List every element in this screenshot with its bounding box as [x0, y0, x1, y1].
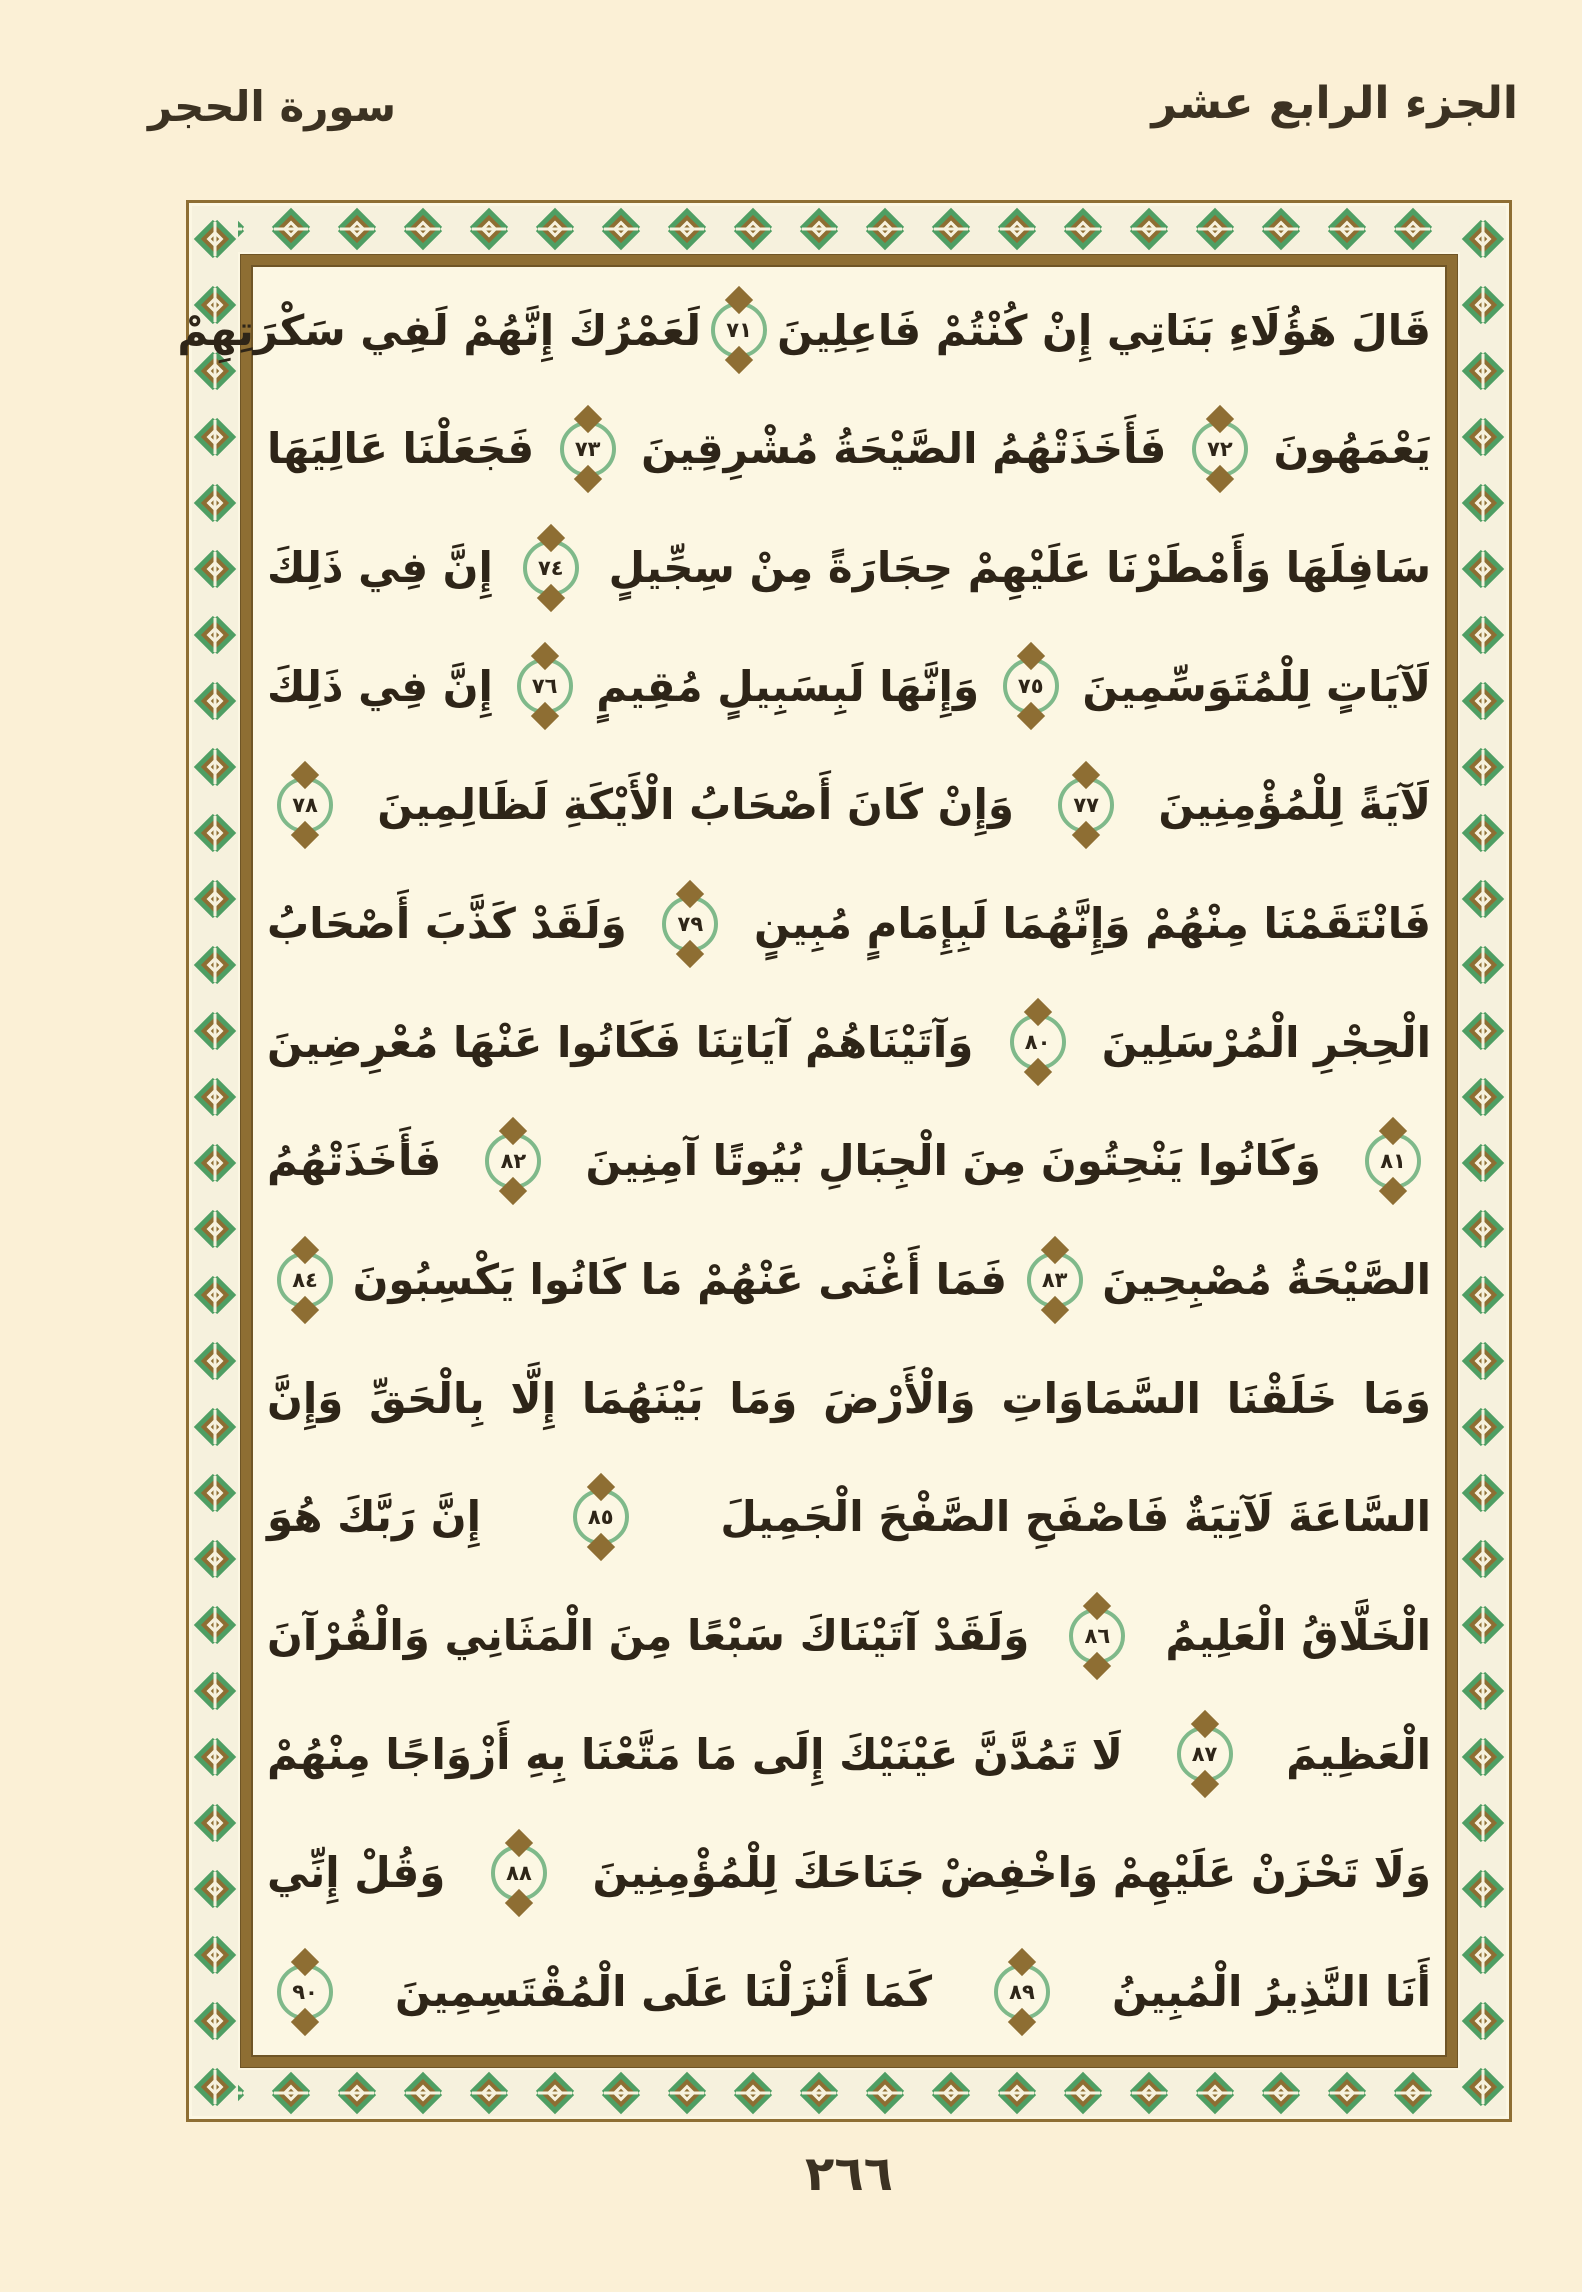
ayah-text: وَلَقَدْ آتَيْنَاكَ سَبْعًا مِنَ الْمَثَانِي وَالْقُرْآنَ	[267, 1611, 1030, 1661]
border-pattern-top	[192, 206, 1506, 252]
ayah-text: يَعْمَهُونَ	[1273, 424, 1431, 474]
verse-marker: ٧٩	[662, 896, 718, 952]
verse-marker: ٧٥	[1003, 658, 1059, 714]
border-pattern-bottom	[192, 2070, 1506, 2116]
verse-marker: ٨٨	[491, 1845, 547, 1901]
diamond-pattern-icon	[192, 206, 1506, 252]
ayah-text: الْخَلَّاقُ الْعَلِيمُ	[1165, 1611, 1431, 1661]
ayah-text: فَأَخَذَتْهُمُ الصَّيْحَةُ مُشْرِقِينَ	[641, 424, 1167, 474]
diamond-pattern-icon	[192, 206, 238, 2116]
ayah-text: الْحِجْرِ الْمُرْسَلِينَ	[1101, 1017, 1431, 1067]
verse-marker: ٧٣	[560, 421, 616, 477]
mushaf-line	[267, 865, 1431, 982]
ayah-text: لَا تَمُدَّنَّ عَيْنَيْكَ إِلَى مَا مَتَّعْنَا بِهِ أَزْوَاجًا مِنْهُمْ	[267, 1729, 1123, 1779]
mushaf-line	[267, 1102, 1431, 1219]
border-pattern-right	[1460, 206, 1506, 2116]
ayah-text: كَمَا أَنْزَلْنَا عَلَى الْمُقْتَسِمِينَ	[394, 1967, 933, 2017]
verse-marker: ٧٨	[277, 777, 333, 833]
ayah-text: فَأَخَذَتْهُمُ	[267, 1136, 442, 1186]
mushaf-line	[267, 628, 1431, 745]
border-pattern-left	[192, 206, 238, 2116]
text-lines	[177, 271, 1431, 2051]
ayah-text: الْعَظِيمَ	[1286, 1729, 1431, 1779]
mushaf-line	[267, 1696, 1431, 1813]
mushaf-line	[267, 509, 1431, 626]
verse-marker: ٨٦	[1069, 1608, 1125, 1664]
inner-frame	[177, 255, 1457, 2067]
verse-marker: ٨٩	[994, 1964, 1050, 2020]
page-header	[0, 0, 1582, 200]
verse-marker: ٨٣	[1027, 1252, 1083, 1308]
mushaf-line	[267, 1577, 1431, 1694]
mushaf-line	[267, 746, 1431, 863]
ayah-text: أَنَا النَّذِيرُ الْمُبِينُ	[1111, 1967, 1431, 2017]
verse-marker: ٨٥	[573, 1489, 629, 1545]
page-number: ٢٦٦	[805, 2146, 893, 2202]
mushaf-line	[267, 1458, 1431, 1575]
verse-marker: ٧١	[711, 302, 767, 358]
mushaf-line	[267, 1340, 1431, 1457]
diamond-pattern-icon	[192, 2070, 1506, 2116]
ayah-text: وَكَانُوا يَنْحِتُونَ مِنَ الْجِبَالِ بُيُوتًا آمِنِينَ	[585, 1136, 1321, 1186]
mushaf-line	[267, 1933, 1431, 2050]
mushaf-line	[267, 390, 1431, 507]
mushaf-line	[267, 984, 1431, 1101]
ayah-text: إِنَّ رَبَّكَ هُوَ	[267, 1492, 481, 1542]
verse-marker: ٨٧	[1177, 1726, 1233, 1782]
ayah-text: وَآتَيْنَاهُمْ آيَاتِنَا فَكَانُوا عَنْهَا مُعْرِضِينَ	[267, 1017, 974, 1067]
verse-marker: ٧٢	[1192, 421, 1248, 477]
mushaf-line	[177, 272, 1431, 389]
ayah-text: وَإِنَّهَا لَبِسَبِيلٍ مُقِيمٍ	[596, 661, 980, 711]
verse-marker: ٨١	[1365, 1133, 1421, 1189]
verse-marker: ٧٧	[1058, 777, 1114, 833]
ayah-text: قَالَ هَؤُلَاءِ بَنَاتِي إِنْ كُنْتُمْ فَاعِلِينَ	[777, 305, 1431, 355]
ayah-text: وَلَا تَحْزَنْ عَلَيْهِمْ وَاخْفِضْ جَنَاحَكَ لِلْمُؤْمِنِينَ	[592, 1848, 1431, 1898]
mushaf-line	[267, 1221, 1431, 1338]
diamond-pattern-icon	[1460, 206, 1506, 2116]
ayah-text: سَافِلَهَا وَأَمْطَرْنَا عَلَيْهِمْ حِجَارَةً مِنْ سِجِّيلٍ	[608, 543, 1431, 593]
verse-marker: ٨٤	[277, 1252, 333, 1308]
ayah-text: وَإِنْ كَانَ أَصْحَابُ الْأَيْكَةِ لَظَالِمِينَ	[377, 780, 1014, 830]
ayah-text: لَعَمْرُكَ إِنَّهُمْ لَفِي سَكْرَتِهِمْ	[177, 305, 702, 355]
ayah-text: فَانْتَقَمْنَا مِنْهُمْ وَإِنَّهُمَا لَبِإِمَامٍ مُبِينٍ	[753, 899, 1431, 949]
ayah-text: لَآيَةً لِلْمُؤْمِنِينَ	[1158, 780, 1431, 830]
verse-marker: ٨٢	[485, 1133, 541, 1189]
ayah-text: لَآيَاتٍ لِلْمُتَوَسِّمِينَ	[1082, 661, 1431, 711]
ayah-text: وَقُلْ إِنِّي	[267, 1848, 446, 1898]
ornamental-frame	[177, 200, 1512, 2122]
juz-title: الجزء الرابع عشر	[1151, 78, 1518, 129]
verse-marker: ٧٦	[517, 658, 573, 714]
ayah-text: الصَّيْحَةُ مُصْبِحِينَ	[1102, 1255, 1431, 1305]
ayah-text: وَمَا خَلَقْنَا السَّمَاوَاتِ وَالْأَرْضَ وَمَا بَيْنَهُمَا إِلَّا بِالْحَقِّ وَإِنَّ	[267, 1373, 1431, 1423]
verse-marker: ٩٠	[277, 1964, 333, 2020]
ayah-text: فَجَعَلْنَا عَالِيَهَا	[267, 424, 535, 474]
ayah-text: إِنَّ فِي ذَلِكَ	[267, 543, 493, 593]
mushaf-line	[267, 1814, 1431, 1931]
ayah-text: فَمَا أَغْنَى عَنْهُمْ مَا كَانُوا يَكْسِبُونَ	[352, 1255, 1008, 1305]
verse-marker: ٧٤	[523, 540, 579, 596]
verse-marker: ٨٠	[1010, 1014, 1066, 1070]
ayah-text: إِنَّ فِي ذَلِكَ	[267, 661, 493, 711]
surah-title: سورة الحجر	[148, 82, 397, 131]
ayah-text: السَّاعَةَ لَآتِيَةٌ فَاصْفَحِ الصَّفْحَ الْجَمِيلَ	[720, 1492, 1431, 1542]
ayah-text: وَلَقَدْ كَذَّبَ أَصْحَابُ	[267, 899, 627, 949]
